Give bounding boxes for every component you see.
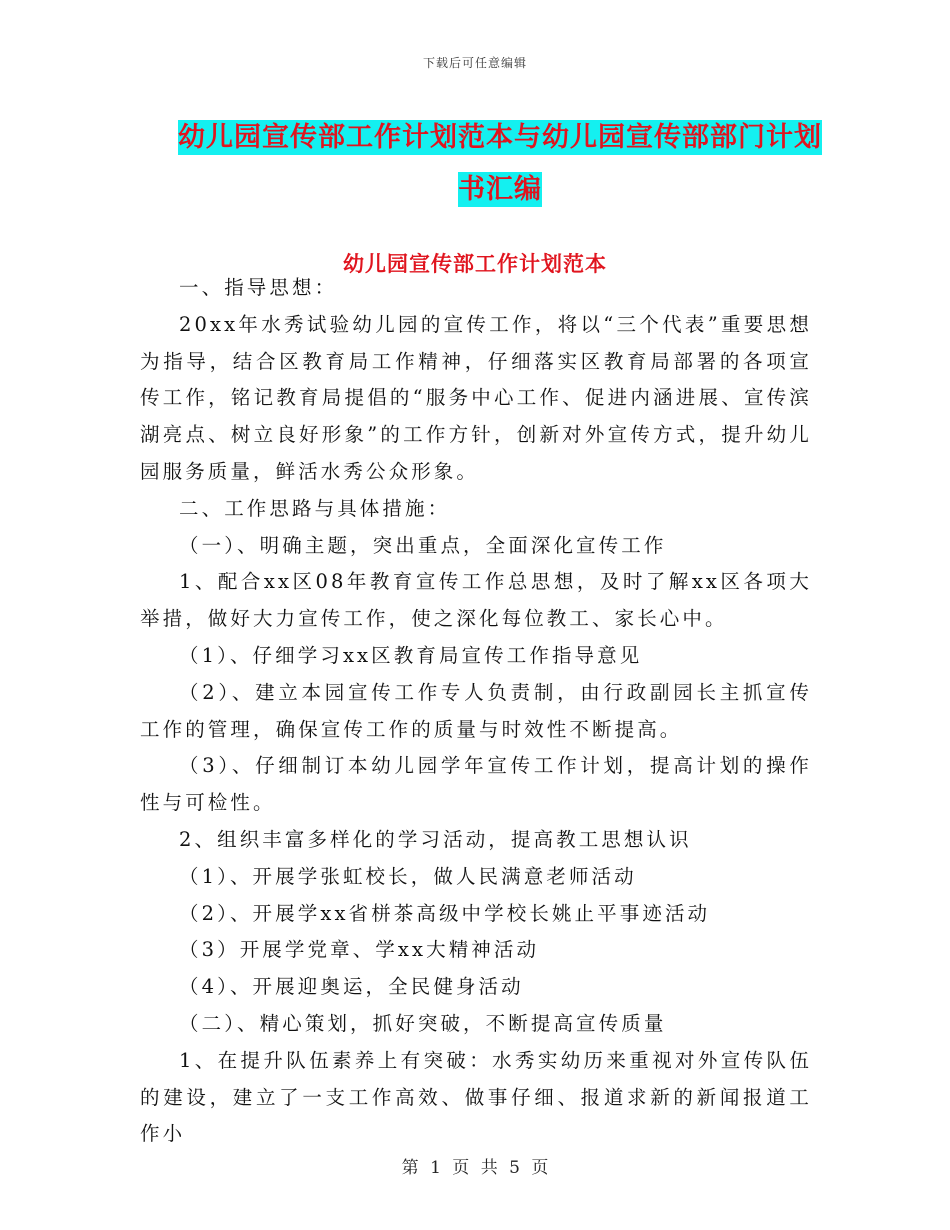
document-body xyxy=(140,270,812,1153)
paragraph: （3）开展学党章、学xx大精神活动 xyxy=(179,938,540,962)
paragraph: 1、在提升队伍素养上有突破：水秀实幼历来重视对外宣传队伍的建设，建立了一支工作高效、做事仔细、报道求新的新闻报道工作小 xyxy=(140,1048,812,1146)
paragraph: 20xx年水秀试验幼儿园的宣传工作，将以“三个代表”重要思想为指导，结合区教育局工作精神，仔细落实区教育局部署的各项宣传工作，铭记教育局提倡的“服务中心工作、促进内涵进展、宣传滨湖亮点、树立良好形象”的工作方针，创新对外宣传方式，提升幼儿园服务质量，鲜活水秀公众形象。 xyxy=(140,312,812,483)
document-title xyxy=(150,112,850,216)
paragraph: （4）、开展迎奥运，全民健身活动 xyxy=(179,975,524,999)
paragraph: 二、工作思路与具体措施： xyxy=(179,496,451,520)
document-title-line-1: 幼儿园宣传部工作计划范本与幼儿园宣传部部门计划 xyxy=(178,122,822,153)
paragraph: （2）、建立本园宣传工作专人负责制，由行政副园长主抓宣传工作的管理，确保宣传工作的质量与时效性不断提高。 xyxy=(140,680,812,741)
paragraph: 一、指导思想： xyxy=(179,276,338,299)
paragraph: （3）、仔细制订本幼儿园学年宣传工作计划，提高计划的操作性与可检性。 xyxy=(140,754,812,815)
section-title: 幼儿园宣传部工作计划范本 xyxy=(343,251,607,276)
paragraph: （1）、仔细学习xx区教育局宣传工作指导意见 xyxy=(179,643,643,667)
paragraph: （1）、开展学张虹校长，做人民满意老师活动 xyxy=(179,864,637,888)
paragraph: 2、组织丰富多样化的学习活动，提高教工思想认识 xyxy=(179,827,692,851)
paragraph: 1、配合xx区08年教育宣传工作总思想，及时了解xx区各项大举措，做好大力宣传工作，使之深化每位教工、家长心中。 xyxy=(140,570,812,631)
page-number: 第 1 页 共 5 页 xyxy=(401,1158,549,1178)
paragraph: （二）、精心策划，抓好突破，不断提高宣传质量 xyxy=(179,1011,667,1035)
paragraph: （2）、开展学xx省栟茶高级中学校长姚止平事迹活动 xyxy=(179,901,711,925)
header-note: 下载后可任意编辑 xyxy=(422,56,527,70)
paragraph: （一）、明确主题，突出重点，全面深化宣传工作 xyxy=(179,533,667,557)
document-title-line-2: 书汇编 xyxy=(458,174,542,205)
